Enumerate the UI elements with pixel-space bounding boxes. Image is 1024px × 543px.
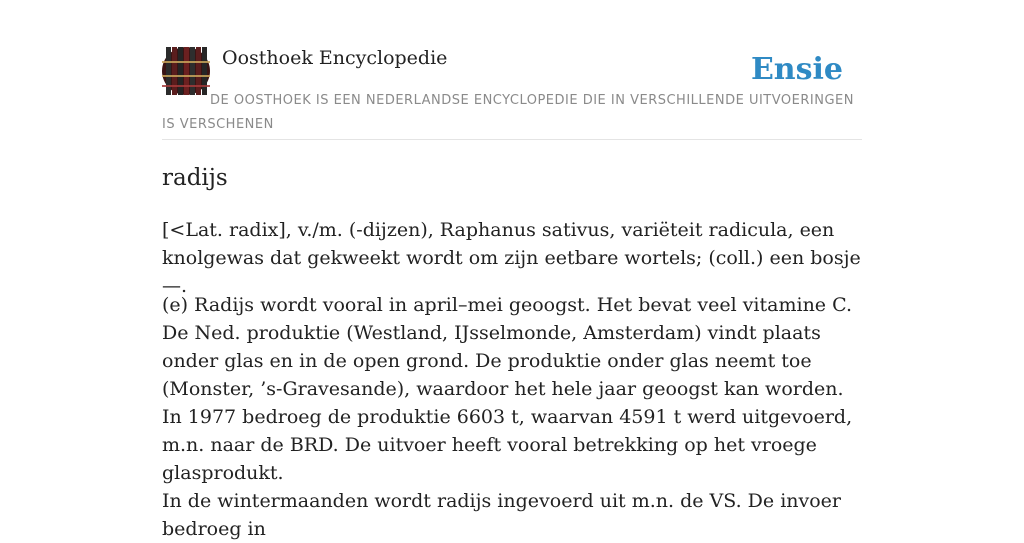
site-name-link[interactable]: Oosthoek Encyclopedie [222,47,448,69]
ensie-logo[interactable]: Ensie [750,52,843,87]
page [162,0,862,540]
article [162,160,862,540]
book-spines-icon[interactable] [162,47,210,95]
article-paragraph: (e) Radijs wordt vooral in april–mei geoogst. Het bevat veel vitamine C. De Ned. produktie (Westland, IJsselmonde, Amsterdam) vindt plaats onder glas en in de open grond. De produktie onder glas neemt toe (Monster, ’s-Gravesande), waardoor het hele jaar geoogst kan worden. In 1977 bedroeg de produktie 6603 t, waarvan 4591 t werd uitgevoerd, m.n. naar de BRD. De uitvoer heeft vooral betrekking op het vroege glasprodukt. [162,294,853,484]
article-paragraph: In de wintermaanden wordt radijs ingevoerd uit m.n. de VS. De invoer bedroeg in [162,490,842,540]
site-tagline: DE OOSTHOEK IS EEN NEDERLANDSE ENCYCLOPEDIE DIE IN VERSCHILLENDE UITVOERINGEN IS VERSCHENEN [162,93,854,132]
article-paragraph: [<Lat. radix], v./m. (-dijzen), Raphanus sativus, variëteit radicula, een knolgewas dat gekweekt wordt om zijn eetbare wortels; (coll.) een bosje —. [162,219,861,297]
site-header [162,0,862,140]
article-title: radijs [162,165,228,191]
